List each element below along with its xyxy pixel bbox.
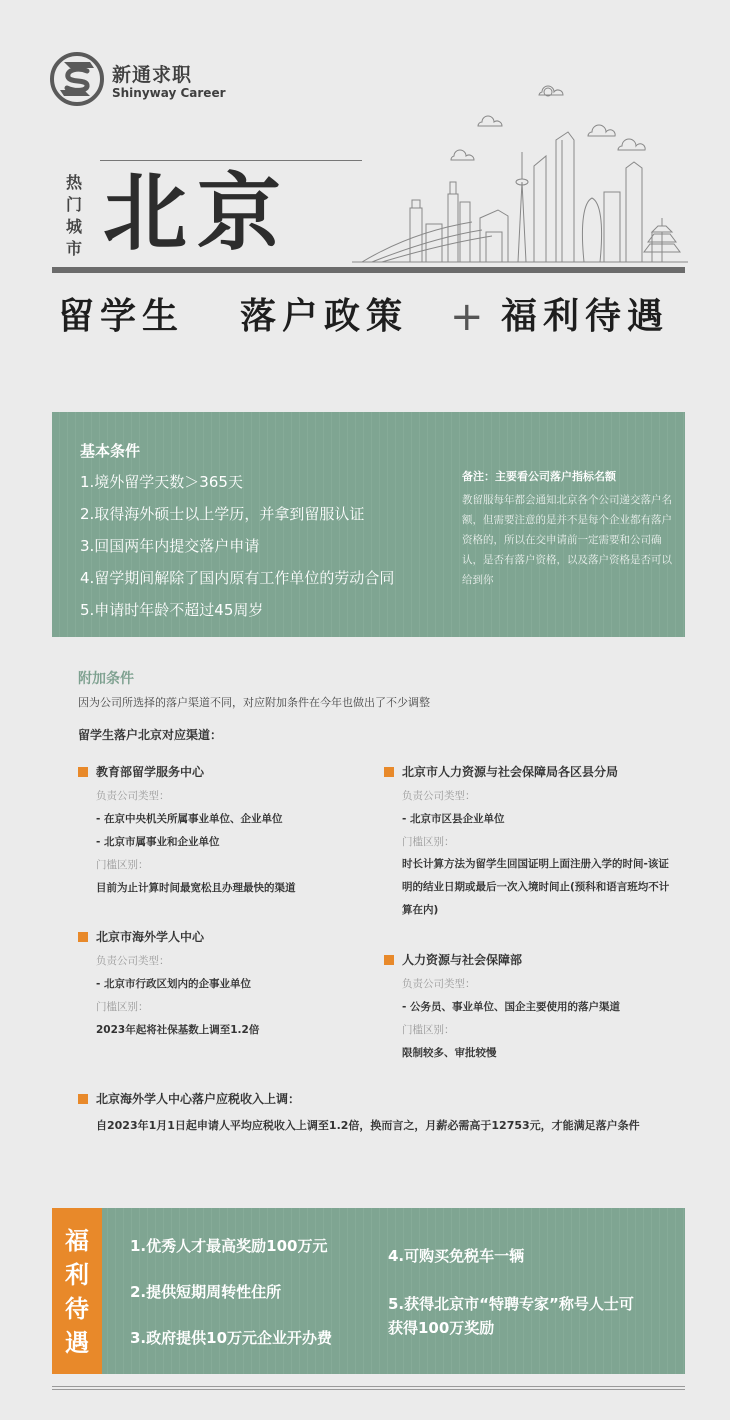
tax-income-title: 北京海外学人中心落户应税收入上调：	[96, 1092, 301, 1106]
benefits-tag-char: 待	[65, 1295, 89, 1323]
channel-card-overseas-scholars	[78, 928, 378, 1038]
benefit-item: 2.提供短期周转性住所	[130, 1283, 282, 1301]
headline-policy: 落户政策	[240, 296, 409, 337]
benefits-tag-char: 利	[65, 1261, 89, 1289]
channel-name: 教育部留学服务中心	[96, 765, 205, 779]
type-value: - 北京市区县企业单位	[402, 813, 505, 825]
channel-heading	[384, 951, 674, 969]
beijing-skyline-illustration	[352, 82, 688, 266]
channel-name: 北京市海外学人中心	[96, 930, 205, 944]
type-value: - 北京市行政区划内的企事业单位	[96, 978, 252, 990]
bullet-square-icon	[384, 955, 394, 965]
threshold-value: 2023年起将社保基数上调至1.2倍	[96, 1024, 260, 1036]
headline-benefits: 福利待遇	[501, 296, 670, 337]
hot-city-char: 城	[65, 217, 82, 236]
list-item: 4.留学期间解除了国内原有工作单位的劳动合同	[80, 569, 395, 587]
list-item: 3.回国两年内提交落户申请	[80, 537, 260, 555]
benefit-item: 3.政府提供10万元企业开办费	[130, 1329, 333, 1347]
hot-city-char: 门	[65, 195, 82, 214]
shinyway-logo-icon	[50, 52, 104, 106]
threshold-value: 限制较多、审批较慢	[402, 1047, 497, 1059]
channel-heading	[384, 763, 674, 781]
threshold-value: 目前为止计算时间最宽松且办理最快的渠道	[96, 882, 296, 894]
benefits-tag-char: 福	[65, 1227, 89, 1255]
page-headline	[58, 292, 698, 342]
benefit-item: 1.优秀人才最高奖励100万元	[130, 1237, 328, 1255]
brand-logo	[50, 50, 230, 110]
type-label: 负责公司类型：	[402, 978, 476, 990]
list-item: 2.取得海外硕士以上学历，并拿到留服认证	[80, 505, 365, 523]
threshold-label: 门槛区别：	[402, 836, 455, 848]
type-label: 负责公司类型：	[96, 955, 170, 967]
channel-heading	[78, 928, 378, 946]
bullet-square-icon	[384, 767, 394, 777]
bottom-divider	[52, 1386, 685, 1390]
brand-name-en: Shinyway Career	[112, 86, 226, 100]
threshold-label: 门槛区别：	[402, 1024, 455, 1036]
headline-students: 留学生	[58, 296, 185, 337]
channel-card-district-hr-bureau	[384, 763, 674, 922]
tax-income-body: 自2023年1月1日起申请人平均应税收入上调至1.2倍，换而言之，月薪必需高于12753元，才能满足落户条件	[96, 1119, 640, 1132]
city-title: 北京	[103, 164, 292, 262]
threshold-value: 时长计算方法为留学生回国证明上面注册入学的时间-该证明的结业日期或最后一次入境时间止(预科和语言班均不计算在内)	[402, 858, 670, 916]
basic-conditions-panel	[52, 412, 685, 637]
benefit-item-line1: 5.获得北京市“特聘专家”称号人士可	[388, 1295, 634, 1313]
type-value: - 在京中央机关所属事业单位、企业单位	[96, 813, 283, 825]
benefit-item: 4.可购买免税车一辆	[388, 1247, 525, 1265]
header-bar	[52, 267, 685, 273]
channel-heading	[78, 763, 378, 781]
threshold-label: 门槛区别：	[96, 859, 149, 871]
channel-name: 人力资源与社会保障部	[402, 953, 523, 967]
type-label: 负责公司类型：	[96, 790, 170, 802]
tax-income-heading	[78, 1090, 678, 1108]
benefits-tag-char: 遇	[65, 1329, 89, 1357]
benefit-item-line2: 获得100万奖励	[388, 1319, 495, 1337]
type-label: 负责公司类型：	[402, 790, 476, 802]
hot-city-char: 市	[65, 239, 82, 258]
extra-conditions-desc: 因为公司所选择的落户渠道不同，对应附加条件在今年也做出了不少调整	[78, 696, 430, 709]
channel-card-hr-ministry	[384, 951, 674, 1061]
benefits-panel	[52, 1208, 685, 1374]
type-value: - 北京市属事业和企业单位	[96, 836, 220, 848]
basic-conditions-list	[80, 466, 440, 626]
benefits-tag	[52, 1208, 102, 1374]
list-item: 1.境外留学天数＞365天	[80, 473, 243, 491]
note-title: 备注：主要看公司落户指标名额	[462, 470, 616, 483]
list-item: 5.申请时年龄不超过45周岁	[80, 601, 264, 619]
bullet-square-icon	[78, 932, 88, 942]
threshold-label: 门槛区别：	[96, 1001, 149, 1013]
hot-city-label	[64, 172, 84, 260]
brand-name-cn: 新通求职	[112, 64, 193, 86]
channel-heading	[78, 1090, 678, 1108]
extra-conditions-title: 附加条件	[78, 671, 134, 687]
bullet-square-icon	[78, 767, 88, 777]
note-body: 教留服每年都会通知北京各个公司递交落户名额，但需要注意的是并不是每个企业都有落户资格的，所以在交申请前一定需要和公司确认，是否有落户资格，以及落户资格是否可以给到你	[462, 494, 672, 586]
channel-card-education-ministry	[78, 763, 378, 896]
channels-title: 留学生落户北京对应渠道：	[78, 728, 223, 742]
type-value: - 公务员、事业单位、国企主要使用的落户渠道	[402, 1001, 621, 1013]
headline-plus: +	[450, 294, 484, 340]
hot-city-char: 热	[65, 173, 82, 192]
basic-conditions-title: 基本条件	[80, 442, 141, 460]
channel-name: 北京市人力资源与社会保障局各区县分局	[402, 765, 619, 779]
bullet-square-icon	[78, 1094, 88, 1104]
